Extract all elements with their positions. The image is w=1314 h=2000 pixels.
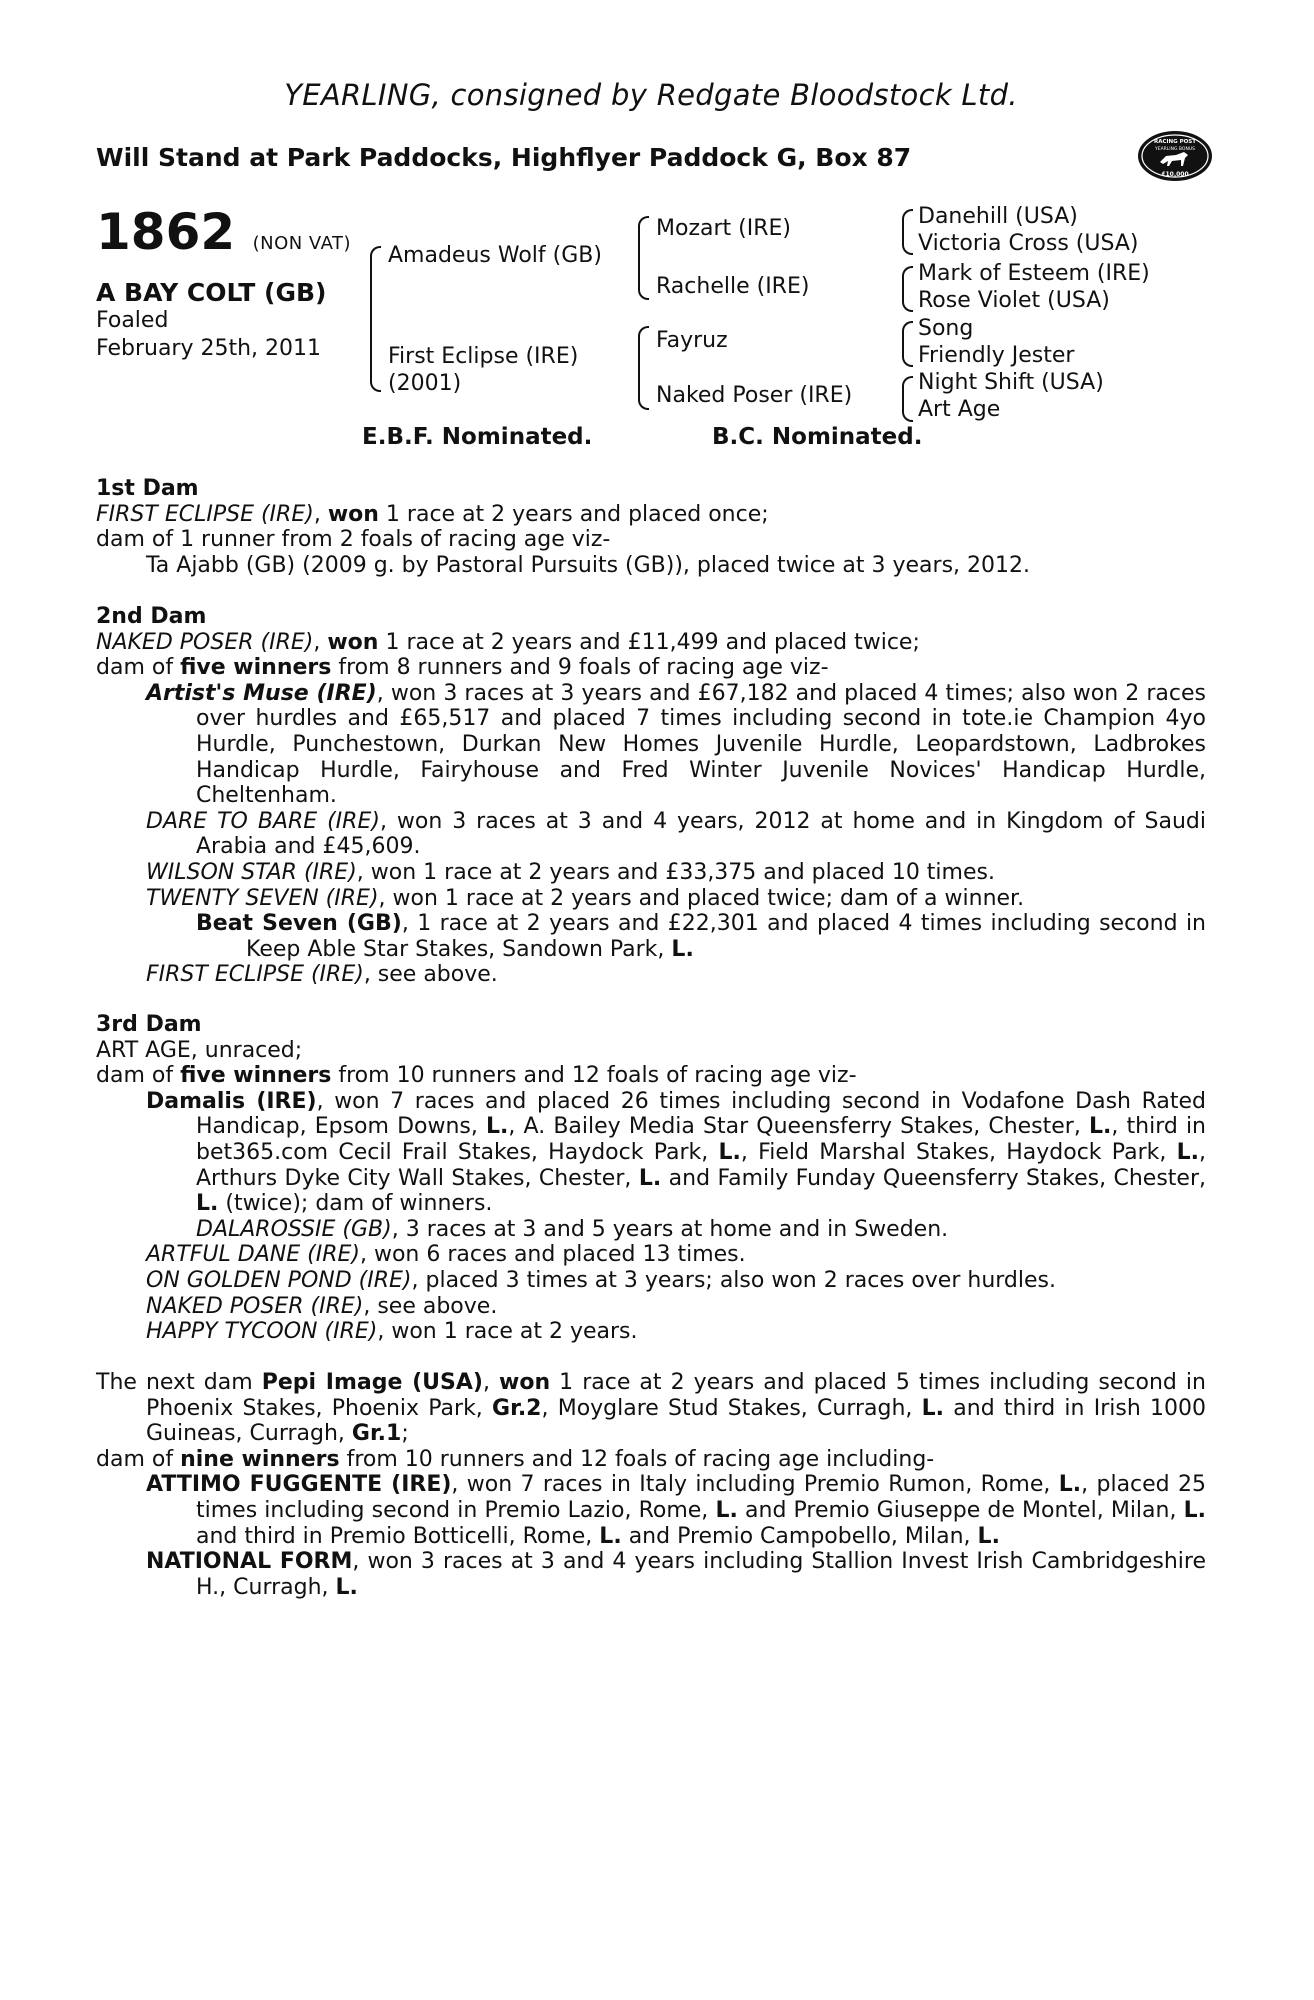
consignor-line: YEARLING, consigned by Redgate Bloodstock Ltd. — [284, 78, 1018, 112]
second-dam-offspring-4a: Beat Seven (GB), 1 race at 2 years and £22,301 and placed 4 times including second in Keep Able Star Stakes, Sandown Park, L. — [196, 911, 1206, 962]
vat-status: (NON VAT) — [252, 233, 352, 254]
pedigree-brace-5 — [902, 266, 913, 312]
pedigree-g5: Song — [918, 316, 974, 341]
foaled-date: February 25th, 2011 — [96, 336, 322, 361]
third-dam-record: ART AGE, unraced; — [96, 1037, 303, 1063]
badge-mid-text: YEARLING BONUS — [1155, 147, 1195, 152]
stand-location: Will Stand at Park Paddocks, Highflyer Paddock G, Box 87 — [96, 143, 912, 172]
next-dam-offspring-2: NATIONAL FORM, won 3 races at 3 and 4 years including Stallion Invest Irish Cambridgeshire H., Curragh, L. — [146, 1549, 1206, 1600]
pedigree-g6: Friendly Jester — [918, 343, 1075, 368]
ebf-nominated: E.B.F. Nominated. — [362, 424, 593, 450]
pedigree-g4: Rose Violet (USA) — [918, 288, 1110, 313]
second-dam-section — [96, 604, 1206, 988]
catalogue-page — [96, 0, 1206, 2000]
pedigree-dam-line1: First Eclipse (IRE) — [388, 344, 579, 369]
foaled-label: Foaled — [96, 308, 169, 333]
lot-block — [96, 205, 351, 363]
pedigree-g2: Victoria Cross (USA) — [918, 231, 1139, 256]
pedigree-brace-6 — [902, 321, 913, 367]
second-dam-offspring-5: FIRST ECLIPSE (IRE), see above. — [146, 962, 498, 988]
first-dam-section — [96, 476, 1206, 578]
third-dam-offspring-1a: DALAROSSIE (GB), 3 races at 3 and 5 years at home and in Sweden. — [196, 1216, 949, 1242]
third-dam-offspring-1: Damalis (IRE), won 7 races and placed 26 times including second in Vodafone Dash Rated Handicap, Epsom Downs, L., A. Bailey Media Star Queensferry Stakes, Chester, L., third in bet365.com Cecil Frail Stakes, Haydock Park, L., Field Marshal Stakes, Haydock Park, L., Arthurs Dyke City Wall Stakes, Chester, L. and Family Funday Queensferry Stakes, Chester, L. (twice); dam of winners. — [146, 1088, 1207, 1217]
pedigree-brace-7 — [902, 376, 913, 422]
next-dam-section — [96, 1370, 1206, 1600]
second-dam-heading: 2nd Dam — [96, 604, 207, 629]
lot-number-line — [96, 205, 351, 271]
second-dam-record: NAKED POSER (IRE), won 1 race at 2 years and £11,499 and placed twice; — [96, 629, 920, 655]
third-dam-dam-of: dam of five winners from 10 runners and 12 foals of racing age viz- — [96, 1063, 857, 1089]
pedigree-g7: Night Shift (USA) — [918, 370, 1104, 395]
second-dam-dam-of: dam of five winners from 8 runners and 9 foals of racing age viz- — [96, 655, 829, 681]
first-dam-record: FIRST ECLIPSE (IRE), won 1 race at 2 years and placed once; — [96, 501, 769, 527]
yearling-bonus-badge — [1136, 128, 1214, 184]
pedigree-dam-line2: (2001) — [388, 371, 462, 396]
badge-top-text: RACING POST — [1153, 139, 1197, 145]
pedigree-brace-3 — [638, 326, 649, 410]
third-dam-heading: 3rd Dam — [96, 1012, 202, 1037]
next-dam-record: The next dam Pepi Image (USA), won 1 race at 2 years and placed 5 times including second in Phoenix Stakes, Phoenix Park, Gr.2, Moyglare Stud Stakes, Curragh, L. and third in Irish 1000 Guineas, Curragh, Gr.1; — [96, 1370, 1206, 1447]
pedigree-g3: Mark of Esteem (IRE) — [918, 261, 1150, 286]
first-dam-heading: 1st Dam — [96, 476, 199, 501]
second-dam-offspring-1: Artist's Muse (IRE), won 3 races at 3 years and £67,182 and placed 4 times; also won 2 races over hurdles and £65,517 and placed 7 times including second in tote.ie Champion 4yo Hurdle, Punchestown, Durkan New Homes Juvenile Hurdle, Leopardstown, Ladbrokes Handicap Hurdle, Fairyhouse and Fred Winter Juvenile Novices' Handicap Hurdle, Cheltenham. — [146, 680, 1207, 809]
pedigree-sire-sire: Mozart (IRE) — [656, 216, 791, 241]
second-dam-offspring-4: TWENTY SEVEN (IRE), won 1 race at 2 years and placed twice; dam of a winner. — [146, 885, 1025, 911]
pedigree-brace-2 — [638, 216, 649, 300]
third-dam-offspring-2: ARTFUL DANE (IRE), won 6 races and placed 13 times. — [146, 1242, 746, 1268]
pedigree-sire-dam: Rachelle (IRE) — [656, 274, 810, 299]
lot-number: 1862 — [96, 203, 236, 261]
pedigree-g1: Danehill (USA) — [918, 204, 1078, 229]
pedigree-brace-1 — [370, 246, 381, 392]
third-dam-section — [96, 1012, 1206, 1345]
pedigree-g8: Art Age — [918, 397, 1001, 422]
third-dam-offspring-4: NAKED POSER (IRE), see above. — [146, 1293, 498, 1319]
third-dam-offspring-5: HAPPY TYCOON (IRE), won 1 race at 2 years. — [146, 1319, 638, 1345]
next-dam-dam-of: dam of nine winners from 10 runners and 12 foals of racing age including- — [96, 1446, 935, 1472]
pedigree-dam-sire: Fayruz — [656, 328, 728, 353]
pedigree-brace-4 — [902, 209, 913, 255]
first-dam-dam-of: dam of 1 runner from 2 foals of racing age viz- — [96, 527, 611, 553]
next-dam-offspring-1: ATTIMO FUGGENTE (IRE), won 7 races in Italy including Premio Rumon, Rome, L., placed 25 times including second in Premio Lazio, Rome, L. and Premio Giuseppe de Montel, Milan, L. and third in Premio Botticelli, Rome, L. and Premio Campobello, Milan, L. — [146, 1472, 1207, 1549]
third-dam-offspring-3: ON GOLDEN POND (IRE), placed 3 times at 3 years; also won 2 races over hurdles. — [146, 1267, 1056, 1293]
badge-amount-text: £10,000 — [1161, 171, 1189, 178]
bc-nominated: B.C. Nominated. — [712, 424, 923, 450]
second-dam-offspring-3: WILSON STAR (IRE), won 1 race at 2 years and £33,375 and placed 10 times. — [146, 859, 995, 885]
first-dam-foal-1: Ta Ajabb (GB) (2009 g. by Pastoral Pursuits (GB)), placed twice at 3 years, 2012. — [146, 552, 1031, 578]
lot-description: A BAY COLT (GB) — [96, 278, 327, 307]
second-dam-offspring-2: DARE TO BARE (IRE), won 3 races at 3 and 4 years, 2012 at home and in Kingdom of Saudi Arabia and £45,609. — [146, 808, 1206, 860]
pedigree-dam-dam: Naked Poser (IRE) — [656, 383, 853, 408]
pedigree-sire: Amadeus Wolf (GB) — [388, 243, 602, 268]
